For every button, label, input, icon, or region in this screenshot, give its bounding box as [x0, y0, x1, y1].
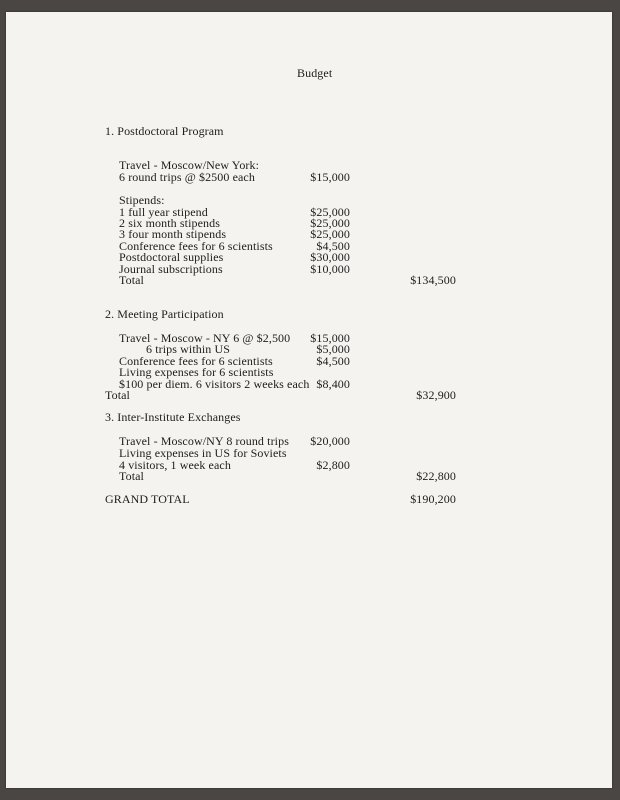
s2-total-amount: $32,900	[416, 388, 456, 402]
s1-item-label: Journal subscriptions	[119, 262, 223, 276]
s1-item-amount: $25,000	[310, 205, 350, 219]
grand-total-label: GRAND TOTAL	[105, 492, 190, 506]
section-heading-exchanges: 3. Inter-Institute Exchanges	[105, 410, 241, 424]
s1-item-amount: $30,000	[310, 250, 350, 264]
s3-line1-label: Travel - Moscow/NY 8 round trips	[119, 434, 289, 448]
s2-line3-amount: $4,500	[316, 354, 350, 368]
s2-line1-label: Travel - Moscow - NY 6 @ $2,500	[119, 331, 291, 345]
document-page	[6, 12, 612, 788]
s1-travel-line2: 6 round trips @ $2500 each	[119, 170, 255, 184]
section-heading-meeting: 2. Meeting Participation	[105, 307, 224, 321]
s1-total-amount: $134,500	[410, 273, 456, 287]
s2-line2-amount: $5,000	[316, 342, 350, 356]
s2-total-label: Total	[105, 388, 130, 402]
s1-item-amount: $25,000	[310, 216, 350, 230]
section-heading-postdoctoral: 1. Postdoctoral Program	[105, 124, 224, 138]
s2-line4-label: Living expenses for 6 scientists	[119, 365, 274, 379]
s2-line2-label: 6 trips within US	[146, 342, 231, 356]
s1-item-label: Conference fees for 6 scientists	[119, 239, 273, 253]
s2-line5-amount: $8,400	[316, 377, 350, 391]
page-title: Budget	[297, 66, 333, 80]
s1-stipends-heading: Stipends:	[119, 193, 165, 207]
s3-line3-amount: $2,800	[316, 458, 350, 472]
s1-travel-amount: $15,000	[310, 170, 350, 184]
s1-total-label: Total	[119, 273, 144, 287]
s1-travel-line1: Travel - Moscow/New York:	[119, 158, 260, 172]
s1-item-label: 1 full year stipend	[119, 205, 208, 219]
s1-item-amount: $25,000	[310, 227, 350, 241]
s1-item-amount: $4,500	[316, 239, 350, 253]
s3-line1-amount: $20,000	[310, 434, 350, 448]
s2-line3-label: Conference fees for 6 scientists	[119, 354, 273, 368]
s2-line5-label: $100 per diem. 6 visitors 2 weeks each	[119, 377, 310, 391]
s3-total-label: Total	[119, 469, 144, 483]
s1-item-label: 2 six month stipends	[119, 216, 221, 230]
s1-item-label: Postdoctoral supplies	[119, 250, 224, 264]
s3-total-amount: $22,800	[416, 469, 456, 483]
s3-line3-label: 4 visitors, 1 week each	[119, 458, 231, 472]
s3-line2-label: Living expenses in US for Soviets	[119, 446, 287, 460]
s2-line1-amount: $15,000	[310, 331, 350, 345]
grand-total-amount: $190,200	[410, 492, 456, 506]
s1-item-amount: $10,000	[310, 262, 350, 276]
s1-item-label: 3 four month stipends	[119, 227, 227, 241]
